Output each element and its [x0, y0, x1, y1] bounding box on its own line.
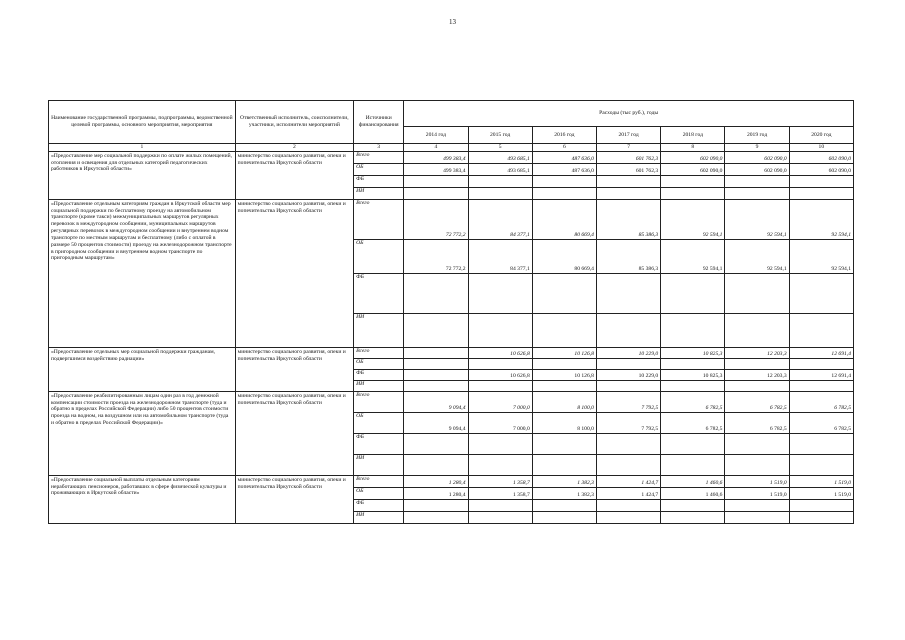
funding-source: ИИ [354, 187, 404, 199]
expense-value: 10 626,8 [468, 369, 532, 380]
measure-name: «Предоставление реабилитированным лицам один раз в год денежной компенсации стоимости проезда на железнодорожном транспорте (туда и обратно в пределах Российской Федерации) либо 50 процентов стоимости проезда на водном, на воздушном или на автомобильном транспорте (туда и обратно в пределах Российской Федерации)» [49, 391, 236, 475]
expense-value [725, 454, 789, 475]
measure-executor: министерство социального развития, опеки и попечительства Иркутской области [235, 475, 353, 523]
expense-value [468, 433, 532, 454]
expense-value [661, 313, 725, 347]
expense-value [532, 380, 596, 391]
expense-value: 10 626,8 [468, 347, 532, 358]
expense-value: 1 280,4 [404, 475, 468, 487]
funding-source: ИИ [354, 313, 404, 347]
column-number: 1 [49, 144, 236, 152]
expense-value: 92 594,1 [661, 199, 725, 239]
measure-executor: министерство социального развития, опеки и попечительства Иркутской области [235, 151, 353, 199]
expense-value [596, 511, 660, 523]
expense-value: 1 519,0 [725, 487, 789, 499]
expense-value [789, 511, 853, 523]
expense-value [661, 499, 725, 511]
expense-value [789, 499, 853, 511]
expense-value: 602 090,0 [789, 163, 853, 175]
expense-value [468, 175, 532, 187]
measure-name: «Предоставление отдельным категориям граждан в Иркутской области мер социальной поддержки по бесплатному проезду на автомобильном транспорте (кроме такси) межмуниципальных маршрутов регулярных перевозок в междугородном сообщении, муниципальных маршрутов регулярных перевозок в междугородном сообщении и внутреннем водном транспорте по местным маршрутам и бесплатному (либо с оплатой в размере 50 процентов стоимости) проезду на железнодорожном транспорте в пригородном сообщении и внутреннем водном транспорте по пригородным маршрутам» [49, 199, 236, 347]
expense-value [596, 454, 660, 475]
expense-value: 92 594,1 [789, 199, 853, 239]
expense-value: 1 280,4 [404, 487, 468, 499]
expense-value: 92 594,1 [725, 239, 789, 273]
expense-value: 9 094,4 [404, 412, 468, 433]
expense-value [468, 313, 532, 347]
expense-value [404, 347, 468, 358]
expense-value [596, 187, 660, 199]
expense-value: 72 772,2 [404, 199, 468, 239]
expense-value: 1 519,0 [789, 487, 853, 499]
table-row [49, 151, 854, 163]
expense-value: 487 636,0 [532, 163, 596, 175]
expense-value [789, 358, 853, 369]
expense-value [725, 433, 789, 454]
expense-value: 1 519,0 [789, 475, 853, 487]
expense-value [404, 358, 468, 369]
funding-source: ФБ [354, 273, 404, 313]
table-row [49, 391, 854, 412]
measure-executor: министерство социального развития, опеки и попечительства Иркутской области [235, 391, 353, 475]
expense-value: 1 519,0 [725, 475, 789, 487]
header-year: 2019 год [725, 127, 789, 144]
funding-source: ИИ [354, 380, 404, 391]
column-number: 9 [725, 144, 789, 152]
expense-value [404, 187, 468, 199]
expense-value: 7 000,0 [468, 412, 532, 433]
expense-value: 6 782,5 [725, 412, 789, 433]
expense-value [404, 175, 468, 187]
expense-value [725, 380, 789, 391]
expense-value: 7 792,5 [596, 412, 660, 433]
header-year: 2017 год [596, 127, 660, 144]
expense-value: 601 762,3 [596, 151, 660, 163]
expense-value: 12 691,4 [789, 347, 853, 358]
expense-value: 8 100,0 [532, 391, 596, 412]
expense-value [468, 187, 532, 199]
column-number: 6 [532, 144, 596, 152]
funding-source: Всего [354, 475, 404, 487]
expense-value [725, 499, 789, 511]
funding-source: ОБ [354, 412, 404, 433]
header-year: 2020 год [789, 127, 853, 144]
expense-value [789, 380, 853, 391]
table-row [49, 475, 854, 487]
expense-value [789, 187, 853, 199]
column-number: 5 [468, 144, 532, 152]
expense-value: 7 000,0 [468, 391, 532, 412]
funding-source: Всего [354, 391, 404, 412]
expense-value: 493 685,1 [468, 163, 532, 175]
expense-value [404, 369, 468, 380]
expense-value: 602 090,0 [661, 163, 725, 175]
expense-value [468, 454, 532, 475]
column-number: 4 [404, 144, 468, 152]
expense-value: 12 203,3 [725, 369, 789, 380]
expense-value [789, 313, 853, 347]
expense-value: 85 386,3 [596, 199, 660, 239]
expense-value [725, 187, 789, 199]
expense-value: 602 090,0 [725, 151, 789, 163]
header-year: 2018 год [661, 127, 725, 144]
measure-executor: министерство социального развития, опеки и попечительства Иркутской области [235, 199, 353, 347]
expense-value: 1 382,3 [532, 487, 596, 499]
expense-value [532, 454, 596, 475]
header-year: 2016 год [532, 127, 596, 144]
expense-value: 10 126,8 [532, 347, 596, 358]
expense-value: 10 229,0 [596, 347, 660, 358]
expense-value: 12 691,4 [789, 369, 853, 380]
measure-name: «Предоставление социальной выплаты отдельным категориям неработающих пенсионеров, работавших в сфере физической культуры и проживающих в Иркутской области» [49, 475, 236, 523]
expense-value [661, 358, 725, 369]
expense-value [532, 273, 596, 313]
funding-source: ФБ [354, 433, 404, 454]
expense-value: 6 782,5 [661, 412, 725, 433]
expense-value [532, 358, 596, 369]
expense-value [404, 433, 468, 454]
header-executor: Ответственный исполнитель, соисполнители, участники, исполнители мероприятий [235, 101, 353, 144]
expense-value [725, 175, 789, 187]
expense-value [661, 187, 725, 199]
funding-source: ОБ [354, 358, 404, 369]
header-year: 2014 год [404, 127, 468, 144]
header-name: Наименование государственной программы, подпрограммы, ведомственной целевой программы, основного мероприятия, мероприятия [49, 101, 236, 144]
expense-value [725, 511, 789, 523]
expense-value: 602 090,0 [661, 151, 725, 163]
page-number: 13 [449, 18, 456, 26]
expense-value [596, 175, 660, 187]
expense-value [789, 454, 853, 475]
expense-value: 1 460,6 [661, 487, 725, 499]
expense-value [532, 499, 596, 511]
expense-value: 1 424,7 [596, 487, 660, 499]
expense-value: 493 685,1 [468, 151, 532, 163]
column-number: 10 [789, 144, 853, 152]
expense-value [404, 454, 468, 475]
expense-value: 92 594,1 [789, 239, 853, 273]
expense-value: 6 782,5 [725, 391, 789, 412]
expense-value [468, 273, 532, 313]
expense-value [468, 380, 532, 391]
expense-value [661, 273, 725, 313]
expense-value [596, 313, 660, 347]
header-year: 2015 год [468, 127, 532, 144]
funding-source: ИИ [354, 511, 404, 523]
funding-source: ФБ [354, 369, 404, 380]
column-number: 8 [661, 144, 725, 152]
expense-value [596, 499, 660, 511]
expense-value [404, 273, 468, 313]
expense-value: 602 090,0 [725, 163, 789, 175]
expense-value [789, 273, 853, 313]
expense-value: 92 594,1 [725, 199, 789, 239]
expense-value [661, 511, 725, 523]
header-source: Источники финансирования [354, 101, 404, 144]
expense-value: 499 383,4 [404, 163, 468, 175]
expense-value [725, 273, 789, 313]
measure-name: «Предоставление отдельных мер социальной поддержки гражданам, подвергшимся воздействию радиации» [49, 347, 236, 391]
funding-source: ИИ [354, 454, 404, 475]
expense-value [532, 187, 596, 199]
header-expenses: Расходы (тыс руб.), годы [404, 101, 854, 127]
expense-value [404, 313, 468, 347]
expense-value [661, 175, 725, 187]
expense-value: 80 669,4 [532, 239, 596, 273]
funding-source: ФБ [354, 175, 404, 187]
expense-value [404, 511, 468, 523]
expense-value: 6 782,5 [789, 391, 853, 412]
expense-value: 1 358,7 [468, 475, 532, 487]
expense-value: 9 094,4 [404, 391, 468, 412]
expense-value: 1 382,3 [532, 475, 596, 487]
column-number: 7 [596, 144, 660, 152]
funding-source: ОБ [354, 163, 404, 175]
expense-value: 1 460,6 [661, 475, 725, 487]
expense-value [661, 380, 725, 391]
expenses-table [48, 100, 854, 524]
expense-value [468, 499, 532, 511]
expense-value: 499 383,4 [404, 151, 468, 163]
funding-source: ОБ [354, 487, 404, 499]
expense-value [725, 313, 789, 347]
expense-value: 8 100,0 [532, 412, 596, 433]
expense-value: 10 126,8 [532, 369, 596, 380]
funding-source: ОБ [354, 239, 404, 273]
expense-value [404, 499, 468, 511]
expense-value: 85 386,3 [596, 239, 660, 273]
expense-value [596, 380, 660, 391]
expense-value: 7 792,5 [596, 391, 660, 412]
expense-value: 1 424,7 [596, 475, 660, 487]
expense-value [532, 511, 596, 523]
expense-value [468, 511, 532, 523]
expense-value: 6 782,5 [789, 412, 853, 433]
expense-value [661, 454, 725, 475]
column-number: 2 [235, 144, 353, 152]
funding-source: ФБ [354, 499, 404, 511]
table-row [49, 347, 854, 358]
expense-value: 80 669,4 [532, 199, 596, 239]
expense-value [596, 273, 660, 313]
column-number: 3 [354, 144, 404, 152]
expense-value: 487 636,0 [532, 151, 596, 163]
expense-value [725, 358, 789, 369]
expense-value: 84 377,1 [468, 199, 532, 239]
table-row [49, 199, 854, 239]
expense-value: 601 762,3 [596, 163, 660, 175]
expense-value: 6 782,5 [661, 391, 725, 412]
expense-value [661, 433, 725, 454]
expense-value: 602 090,0 [789, 151, 853, 163]
measure-executor: министерство социального развития, опеки и попечительства Иркутской области [235, 347, 353, 391]
expense-value: 92 594,1 [661, 239, 725, 273]
expense-value [532, 433, 596, 454]
funding-source: Всего [354, 347, 404, 358]
expense-value: 10 825,3 [661, 347, 725, 358]
expense-value: 72 772,2 [404, 239, 468, 273]
expense-value [596, 433, 660, 454]
expense-value [468, 358, 532, 369]
table-body [49, 151, 854, 523]
expense-value [789, 175, 853, 187]
expense-value: 12 203,3 [725, 347, 789, 358]
expense-value: 1 358,7 [468, 487, 532, 499]
expense-value [596, 358, 660, 369]
expense-value [532, 313, 596, 347]
measure-name: «Предоставление мер социальной поддержки по оплате жилых помещений, отопления и освещения для отдельных категорий педагогических работников в Иркутской области» [49, 151, 236, 199]
expense-value: 10 229,0 [596, 369, 660, 380]
funding-source: Всего [354, 151, 404, 163]
expense-value: 84 377,1 [468, 239, 532, 273]
expense-value [789, 433, 853, 454]
expense-value [532, 175, 596, 187]
expense-value [404, 380, 468, 391]
expense-value: 10 825,3 [661, 369, 725, 380]
funding-source: Всего [354, 199, 404, 239]
